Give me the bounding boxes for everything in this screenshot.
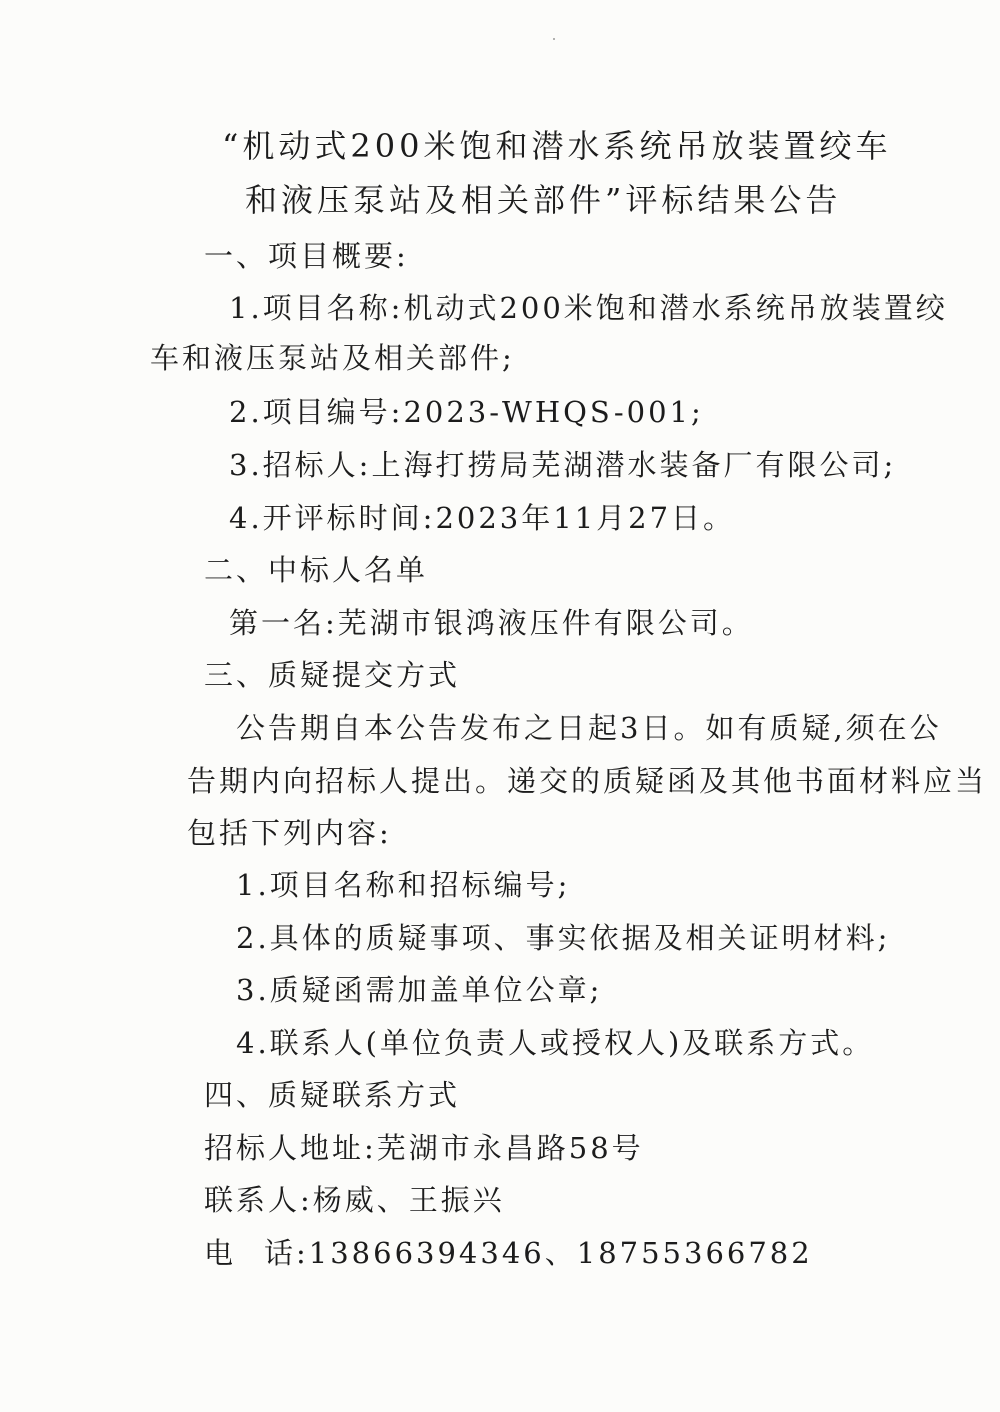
section3-para-line3: 包括下列内容: <box>187 816 392 850</box>
section2-winner: 第一名:芜湖市银鸿液压件有限公司。 <box>229 606 754 640</box>
section4-contacts: 联系人:杨威、王振兴 <box>204 1183 505 1217</box>
phone-label-char-1: 电 <box>204 1236 237 1270</box>
section3-item4: 4.联系人(单位负责人或授权人)及联系方式。 <box>236 1026 875 1060</box>
section4-address: 招标人地址:芜湖市永昌路58号 <box>204 1131 644 1165</box>
section2-heading: 二、中标人名单 <box>204 553 429 587</box>
section1-item4: 4.开评标时间:2023年11月27日。 <box>229 501 736 535</box>
section4-heading: 四、质疑联系方式 <box>204 1078 461 1112</box>
title-line-1: “机动式200米饱和潜水系统吊放装置绞车 <box>222 127 892 165</box>
section3-item3: 3.质疑函需加盖单位公章; <box>236 973 603 1007</box>
section1-item3: 3.招标人:上海打捞局芜湖潜水装备厂有限公司; <box>229 448 897 482</box>
section1-heading: 一、项目概要: <box>204 239 409 273</box>
phone-number: 13866394346、18755366782 <box>308 1236 813 1270</box>
section1-item1-line2: 车和液压泵站及相关部件; <box>150 341 515 375</box>
phone-label-char-2: 话: <box>264 1236 309 1270</box>
section1-item1-line1: 1.项目名称:机动式200米饱和潜水系统吊放装置绞 <box>229 291 948 325</box>
section3-heading: 三、质疑提交方式 <box>204 658 461 692</box>
section3-item1: 1.项目名称和招标编号; <box>236 868 571 902</box>
title-line-2: 和液压泵站及相关部件”评标结果公告 <box>245 181 842 219</box>
scan-speck <box>553 38 555 40</box>
section3-para-line1: 公告期自本公告发布之日起3日。如有质疑,须在公 <box>236 711 942 745</box>
section4-phone <box>204 1233 813 1273</box>
section3-para-line2: 告期内向招标人提出。递交的质疑函及其他书面材料应当 <box>187 764 988 798</box>
section3-item2: 2.具体的质疑事项、事实依据及相关证明材料; <box>236 921 891 955</box>
section1-item2: 2.项目编号:2023-WHQS-001; <box>229 395 704 429</box>
